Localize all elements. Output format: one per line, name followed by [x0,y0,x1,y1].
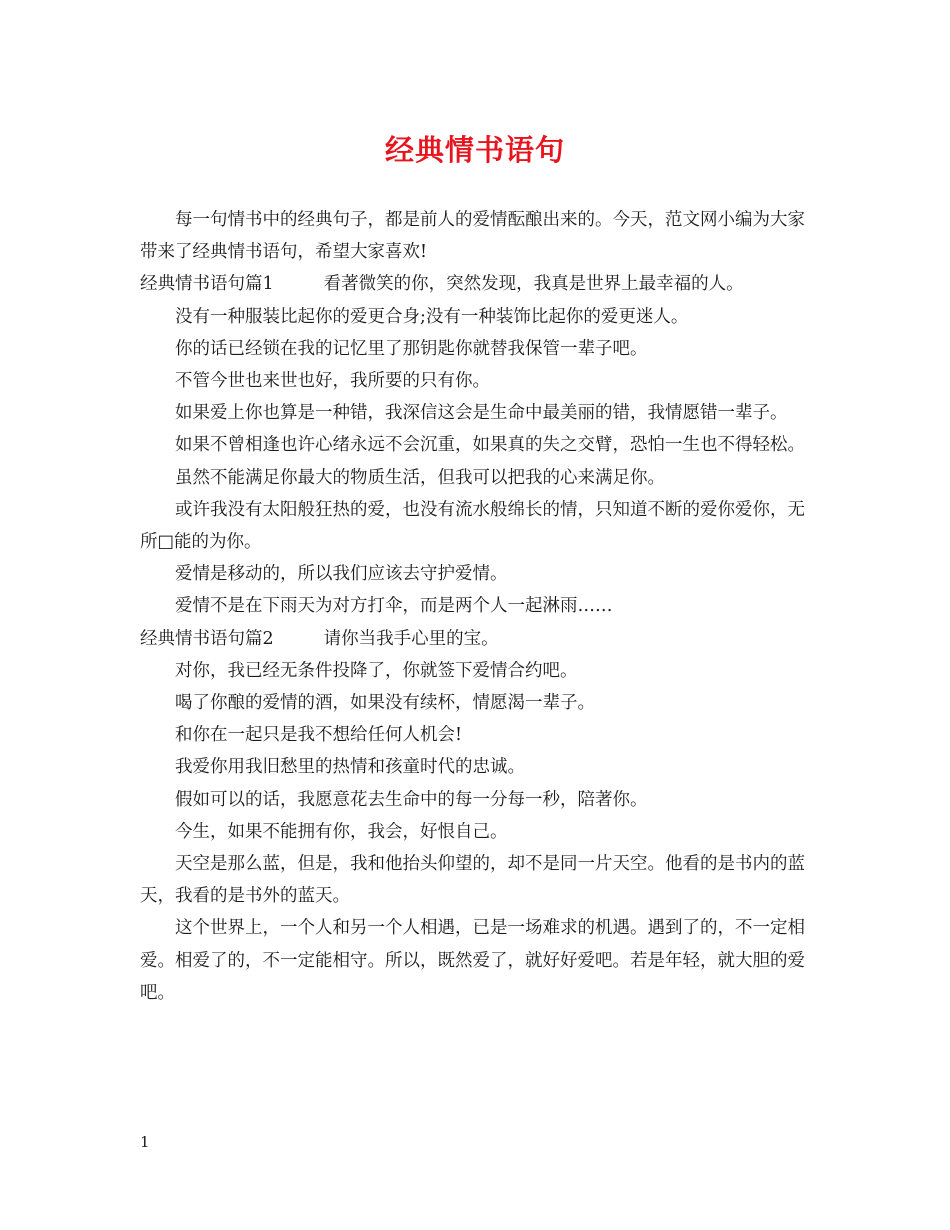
section-1-first-sentence: 看著微笑的你，突然发现，我真是世界上最幸福的人。 [323,274,744,295]
paragraph: 不管今世也来世也好，我所要的只有你。 [175,371,490,392]
section-1-heading: 经典情书语句篇1 [140,274,274,295]
section-2-line [140,623,820,655]
paragraph: 如果不曾相逢也许心绪永远不会沉重，如果真的失之交臂，恐怕一生也不得轻松。 [175,435,805,456]
paragraph: 这个世界上，一个人和另一个人相遇，已是一场难求的机遇。遇到了的，不一定相爱。相爱了的，不一定能相守。所以，既然爱了，就好好爱吧。若是年轻，就大胆的爱吧。 [140,918,805,1003]
paragraph: 今生，如果不能拥有你，我会，好恨自己。 [175,821,508,842]
paragraph: 爱情是移动的，所以我们应该去守护爱情。 [175,564,508,585]
page-number: 1 [140,1133,150,1151]
paragraph: 假如可以的话，我愿意花去生命中的每一分每一秒，陪著你。 [175,789,648,810]
paragraph: 没有一种服装比起你的爱更合身;没有一种装饰比起你的爱更迷人。 [175,306,689,327]
section-1-line [140,268,820,300]
section-2-heading: 经典情书语句篇2 [140,628,274,649]
paragraph: 虽然不能满足你最大的物质生活，但我可以把我的心来满足你。 [175,467,665,488]
paragraph: 天空是那么蓝，但是，我和他抬头仰望的，却不是同一片天空。他看的是书内的蓝天，我看的是书外的蓝天。 [140,854,805,907]
paragraph: 爱情不是在下雨天为对方打伞，而是两个人一起淋雨…… [175,596,613,617]
document-body [140,204,820,1009]
paragraph: 你的话已经锁在我的记忆里了那钥匙你就替我保管一辈子吧。 [175,338,648,359]
document-title: 经典情书语句 [384,133,565,167]
intro-paragraph: 每一句情书中的经典句子，都是前人的爱情酝酿出来的。今天，范文网小编为大家带来了经典情书语句，希望大家喜欢! [140,210,805,263]
paragraph: 我爱你用我旧愁里的热情和孩童时代的忠诚。 [175,757,525,778]
paragraph: 喝了你酿的爱情的酒，如果没有续杯，情愿渴一辈子。 [175,693,595,714]
paragraph: 和你在一起只是我不想给任何人机会! [175,725,463,746]
paragraph: 如果爱上你也算是一种错，我深信这会是生命中最美丽的错，我情愿错一辈子。 [175,403,788,424]
paragraph: 对你，我已经无条件投降了，你就签下爱情合约吧。 [175,660,578,681]
section-2-first-sentence: 请你当我手心里的宝。 [323,628,499,649]
paragraph: 或许我没有太阳般狂热的爱，也没有流水般绵长的情，只知道不断的爱你爱你，无所□能的为你。 [140,499,805,553]
